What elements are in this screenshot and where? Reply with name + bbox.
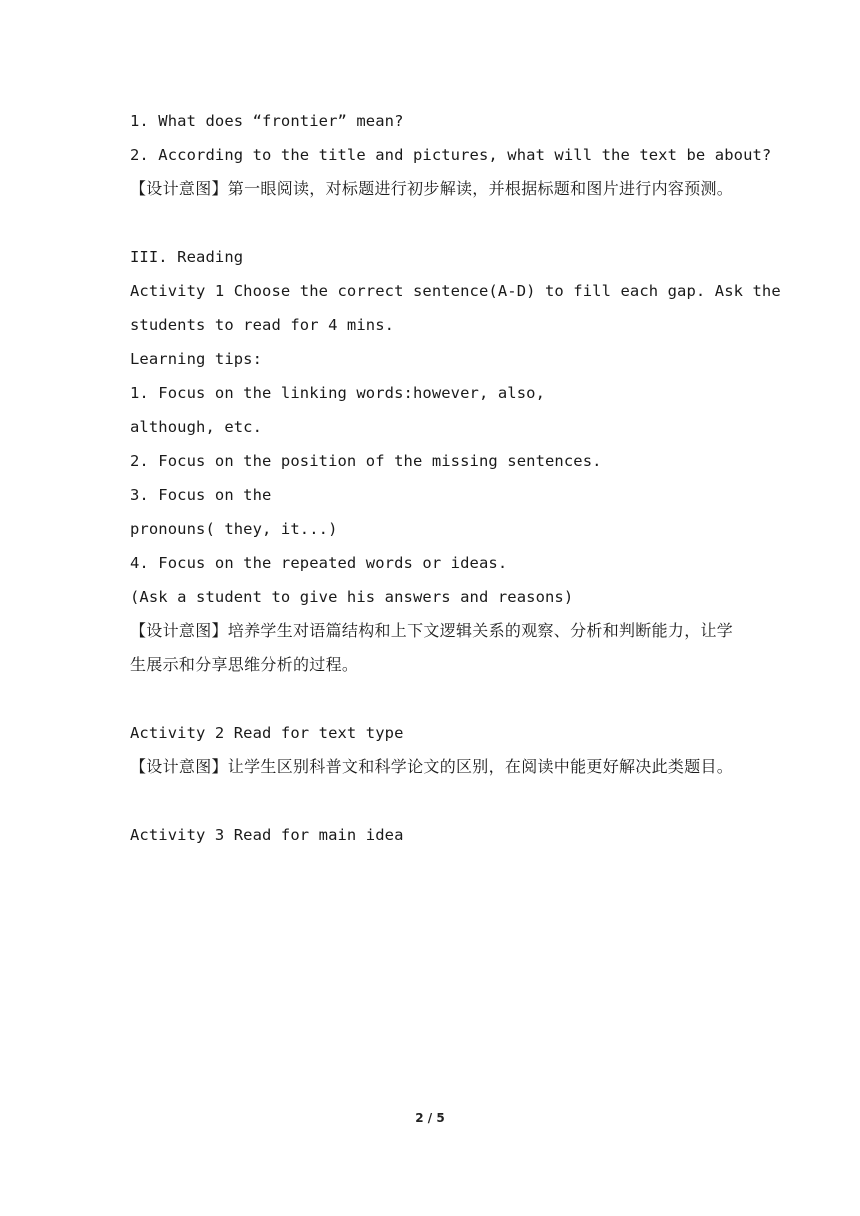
question-1: 1. What does “frontier” mean? (130, 112, 404, 130)
spacer (130, 206, 740, 240)
design-intent-2: 【设计意图】培养学生对语篇结构和上下文逻辑关系的观察、分析和判断能力，让学生展示和分享思维分析的过程。 (130, 621, 734, 674)
learning-tip: 4. Focus on the repeated words or ideas. (130, 554, 508, 572)
design-intent-1: 【设计意图】第一眼阅读，对标题进行初步解读，并根据标题和图片进行内容预测。 (130, 179, 734, 198)
learning-tip: 1. Focus on the linking words:however, also, (130, 384, 545, 402)
learning-tip: pronouns( they, it...) (130, 520, 338, 538)
document-body (130, 104, 781, 852)
activity-1-heading-line-1: Activity 1 Choose the correct sentence(A-D) to fill each gap. Ask the (130, 282, 781, 300)
activity-2-heading: Activity 2 Read for text type (130, 724, 404, 742)
activity-1-heading-line-2: students to read for 4 mins. (130, 316, 395, 334)
learning-tip: 2. Focus on the position of the missing sentences. (130, 452, 602, 470)
learning-tip: (Ask a student to give his answers and reasons) (130, 588, 574, 606)
learning-tip: 3. Focus on the (130, 486, 272, 504)
spacer (130, 682, 740, 716)
activity-3-heading: Activity 3 Read for main idea (130, 826, 404, 844)
learning-tip: although, etc. (130, 418, 263, 436)
question-2: 2. According to the title and pictures, what will the text be about? (130, 146, 772, 164)
spacer (130, 784, 740, 818)
learning-tips-label: Learning tips: (130, 350, 263, 368)
page-number: 2 / 5 (415, 1111, 445, 1125)
design-intent-3: 【设计意图】让学生区别科普文和科学论文的区别，在阅读中能更好解决此类题目。 (130, 757, 734, 776)
section-title-reading: III. Reading (130, 248, 244, 266)
